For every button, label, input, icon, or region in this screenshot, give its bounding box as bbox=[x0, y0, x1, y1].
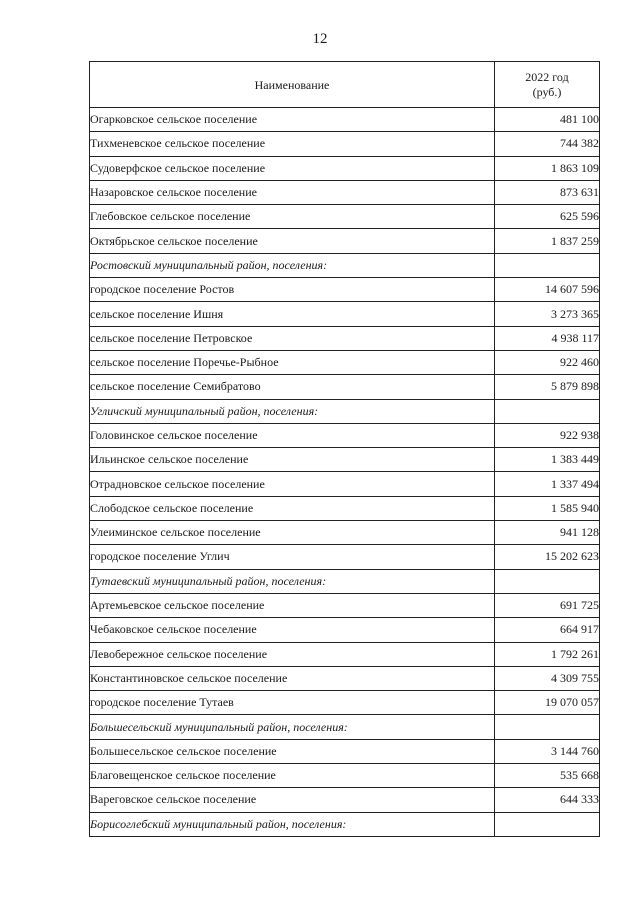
settlement-name-cell: Благовещенское сельское поселение bbox=[90, 764, 495, 788]
table-row bbox=[90, 423, 600, 447]
settlement-name-cell: Глебовское сельское поселение bbox=[90, 205, 495, 229]
amount-cell bbox=[495, 812, 600, 836]
amount-cell: 481 100 bbox=[495, 108, 600, 132]
page-number: 12 bbox=[312, 31, 328, 47]
table-row bbox=[90, 350, 600, 374]
section-header-row bbox=[90, 812, 600, 836]
table-row bbox=[90, 205, 600, 229]
district-name-cell: Тутаевский муниципальный район, поселения: bbox=[90, 569, 495, 593]
settlement-name-cell: городское поселение Углич bbox=[90, 545, 495, 569]
amount-cell: 873 631 bbox=[495, 180, 600, 204]
settlement-name-cell: Артемьевское сельское поселение bbox=[90, 593, 495, 617]
settlement-name-cell: Огарковское сельское поселение bbox=[90, 108, 495, 132]
column-header-year-label: 2022 год bbox=[525, 69, 569, 84]
amount-cell: 1 585 940 bbox=[495, 496, 600, 520]
table-header-row bbox=[90, 62, 600, 108]
table-row bbox=[90, 496, 600, 520]
amount-cell: 1 383 449 bbox=[495, 448, 600, 472]
settlement-name-cell: Отрадновское сельское поселение bbox=[90, 472, 495, 496]
amount-cell: 15 202 623 bbox=[495, 545, 600, 569]
amount-cell: 691 725 bbox=[495, 593, 600, 617]
settlement-name-cell: Чебаковское сельское поселение bbox=[90, 618, 495, 642]
amount-cell: 644 333 bbox=[495, 788, 600, 812]
amount-cell: 3 273 365 bbox=[495, 302, 600, 326]
section-header-row bbox=[90, 715, 600, 739]
column-header-unit: (руб.) bbox=[532, 84, 562, 99]
district-name-cell: Угличский муниципальный район, поселения: bbox=[90, 399, 495, 423]
amount-cell bbox=[495, 253, 600, 277]
table-row bbox=[90, 229, 600, 253]
amount-cell: 1 837 259 bbox=[495, 229, 600, 253]
settlement-name-cell: сельское поселение Петровское bbox=[90, 326, 495, 350]
settlement-name-cell: Головинское сельское поселение bbox=[90, 423, 495, 447]
settlement-name-cell: городское поселение Ростов bbox=[90, 278, 495, 302]
budget-table bbox=[89, 61, 600, 837]
settlement-name-cell: Ильинское сельское поселение bbox=[90, 448, 495, 472]
table-body bbox=[90, 108, 600, 837]
amount-cell: 5 879 898 bbox=[495, 375, 600, 399]
settlement-name-cell: Улеиминское сельское поселение bbox=[90, 521, 495, 545]
settlement-name-cell: Константиновское сельское поселение bbox=[90, 666, 495, 690]
district-name-cell: Ростовский муниципальный район, поселения: bbox=[90, 253, 495, 277]
table-row bbox=[90, 593, 600, 617]
settlement-name-cell: сельское поселение Семибратово bbox=[90, 375, 495, 399]
settlement-name-cell: Левобережное сельское поселение bbox=[90, 642, 495, 666]
table-row bbox=[90, 302, 600, 326]
amount-cell: 922 938 bbox=[495, 423, 600, 447]
table-row bbox=[90, 691, 600, 715]
amount-cell: 1 792 261 bbox=[495, 642, 600, 666]
table-row bbox=[90, 472, 600, 496]
amount-cell: 4 309 755 bbox=[495, 666, 600, 690]
district-name-cell: Большесельский муниципальный район, поселения: bbox=[90, 715, 495, 739]
amount-cell bbox=[495, 715, 600, 739]
amount-cell: 19 070 057 bbox=[495, 691, 600, 715]
amount-cell: 14 607 596 bbox=[495, 278, 600, 302]
amount-cell bbox=[495, 569, 600, 593]
settlement-name-cell: городское поселение Тутаев bbox=[90, 691, 495, 715]
amount-cell: 4 938 117 bbox=[495, 326, 600, 350]
table-row bbox=[90, 375, 600, 399]
table-row bbox=[90, 764, 600, 788]
table-row bbox=[90, 156, 600, 180]
settlement-name-cell: Судоверфское сельское поселение bbox=[90, 156, 495, 180]
amount-cell: 625 596 bbox=[495, 205, 600, 229]
table-row bbox=[90, 132, 600, 156]
section-header-row bbox=[90, 569, 600, 593]
amount-cell: 664 917 bbox=[495, 618, 600, 642]
settlement-name-cell: Октябрьское сельское поселение bbox=[90, 229, 495, 253]
table-row bbox=[90, 108, 600, 132]
settlement-name-cell: Вареговское сельское поселение bbox=[90, 788, 495, 812]
table-row bbox=[90, 448, 600, 472]
table-row bbox=[90, 278, 600, 302]
table-row bbox=[90, 666, 600, 690]
column-header-name: Наименование bbox=[90, 62, 495, 108]
amount-cell: 941 128 bbox=[495, 521, 600, 545]
section-header-row bbox=[90, 253, 600, 277]
table-row bbox=[90, 739, 600, 763]
amount-cell: 1 337 494 bbox=[495, 472, 600, 496]
district-name-cell: Борисоглебский муниципальный район, поселения: bbox=[90, 812, 495, 836]
table-row bbox=[90, 180, 600, 204]
table-row bbox=[90, 618, 600, 642]
table-row bbox=[90, 521, 600, 545]
table-row bbox=[90, 326, 600, 350]
settlement-name-cell: Тихменевское сельское поселение bbox=[90, 132, 495, 156]
amount-cell bbox=[495, 399, 600, 423]
settlement-name-cell: сельское поселение Поречье-Рыбное bbox=[90, 350, 495, 374]
amount-cell: 744 382 bbox=[495, 132, 600, 156]
amount-cell: 535 668 bbox=[495, 764, 600, 788]
amount-cell: 1 863 109 bbox=[495, 156, 600, 180]
settlement-name-cell: Слободское сельское поселение bbox=[90, 496, 495, 520]
table-row bbox=[90, 545, 600, 569]
amount-cell: 3 144 760 bbox=[495, 739, 600, 763]
settlement-name-cell: Назаровское сельское поселение bbox=[90, 180, 495, 204]
settlement-name-cell: сельское поселение Ишня bbox=[90, 302, 495, 326]
settlement-name-cell: Большесельское сельское поселение bbox=[90, 739, 495, 763]
table-row bbox=[90, 788, 600, 812]
section-header-row bbox=[90, 399, 600, 423]
column-header-year bbox=[495, 62, 600, 108]
table-row bbox=[90, 642, 600, 666]
amount-cell: 922 460 bbox=[495, 350, 600, 374]
